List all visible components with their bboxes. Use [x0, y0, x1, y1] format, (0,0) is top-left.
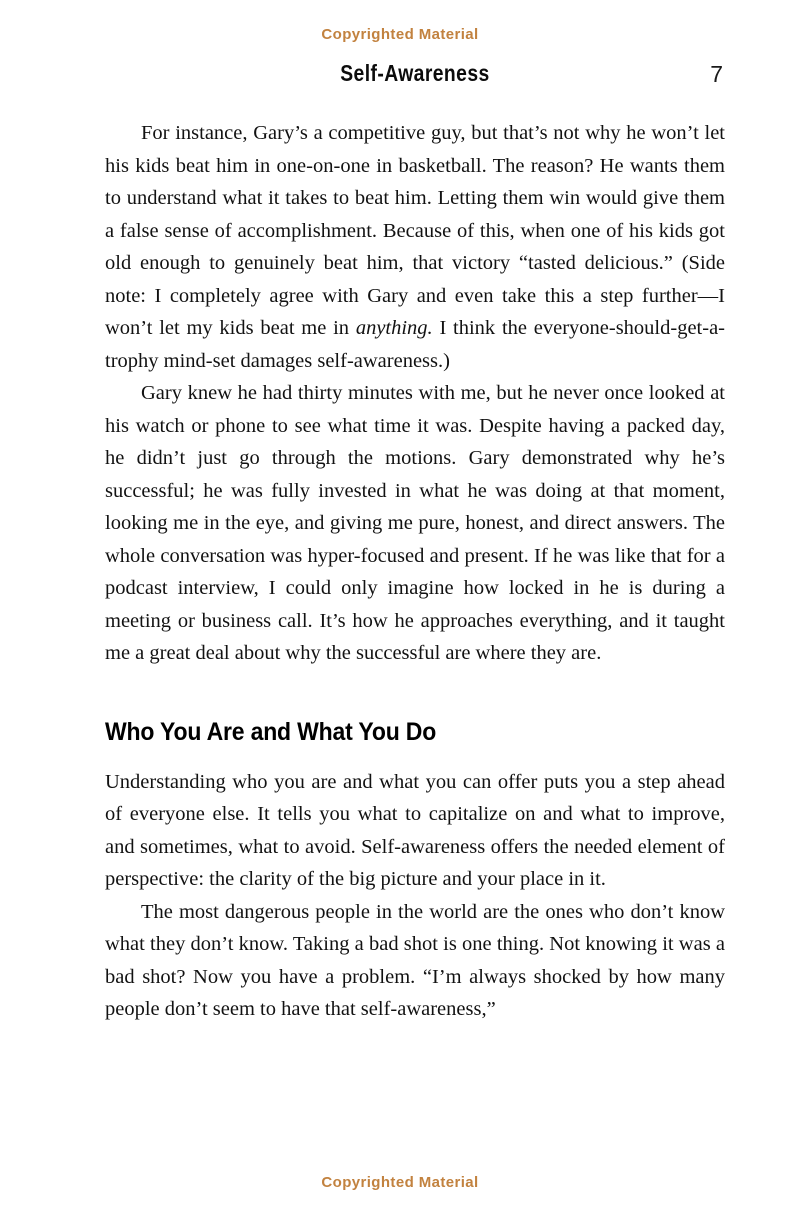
- paragraph-text: For instance, Gary’s a competitive guy, but that’s not why he won’t let his kids beat him in one-on-one in basketball. The reason? He wants them to understand what it takes to beat him. Letting them win would give them a false sense of accomplishment. Because of this, when one of his kids got old enough to genuinely beat him, that victory “tasted delicious.” (Side note: I completely agree with Gary and even take this a step further—I won’t let my kids beat me in: [105, 122, 725, 339]
- page-number: 7: [710, 61, 723, 87]
- chapter-title-wrap: [105, 60, 725, 87]
- paragraph-text: I think the everyone-should-get-a-trophy mind-set damages self-awareness.): [105, 317, 726, 372]
- paragraph-text: Gary knew he had thirty minutes with me, but he never once looked at his watch or phone to see what time it was. Despite having a packed day, he didn’t just go through the motions. Gary demonstrated why he’s successful; he was fully invested in what he was doing at that moment, looking me in the eye, and giving me pure, honest, and direct answers. The whole conversation was hyper-focused and present. If he was like that for a podcast interview, I could only imagine how locked in he is during a meeting or business call. It’s how he approaches everything, and it taught me a great deal about why the successful are where they are.: [105, 382, 725, 664]
- page-body: [105, 117, 725, 1026]
- section-heading: [105, 715, 725, 747]
- body-paragraph-4: [105, 896, 725, 1026]
- body-paragraph-1: [105, 117, 725, 377]
- copyright-notice-top: Copyrighted Material: [321, 26, 479, 43]
- paragraph-text: The most dangerous people in the world are the ones who don’t know what they don’t know. Taking a bad shot is one thing. Not knowing it was a bad shot? Now you have a problem. “I’m always shocked by how many people don’t seem to have that self-awareness,”: [105, 900, 725, 1020]
- paragraph-text: Understanding who you are and what you can offer puts you a step ahead of everyone else. It tells you what to capitalize on and what to improve, and sometimes, what to avoid. Self-awareness offers the needed element of perspective: the clarity of the big picture and your place in it.: [105, 770, 725, 890]
- copyright-notice-bottom: Copyrighted Material: [321, 1174, 479, 1191]
- body-paragraph-3: [105, 766, 725, 896]
- italic-text: anything.: [355, 317, 433, 339]
- chapter-title: Self-Awareness: [340, 60, 490, 86]
- body-paragraph-2: [105, 377, 725, 670]
- running-header: [105, 60, 725, 90]
- section-heading-text: Who You Are and What You Do: [105, 717, 437, 746]
